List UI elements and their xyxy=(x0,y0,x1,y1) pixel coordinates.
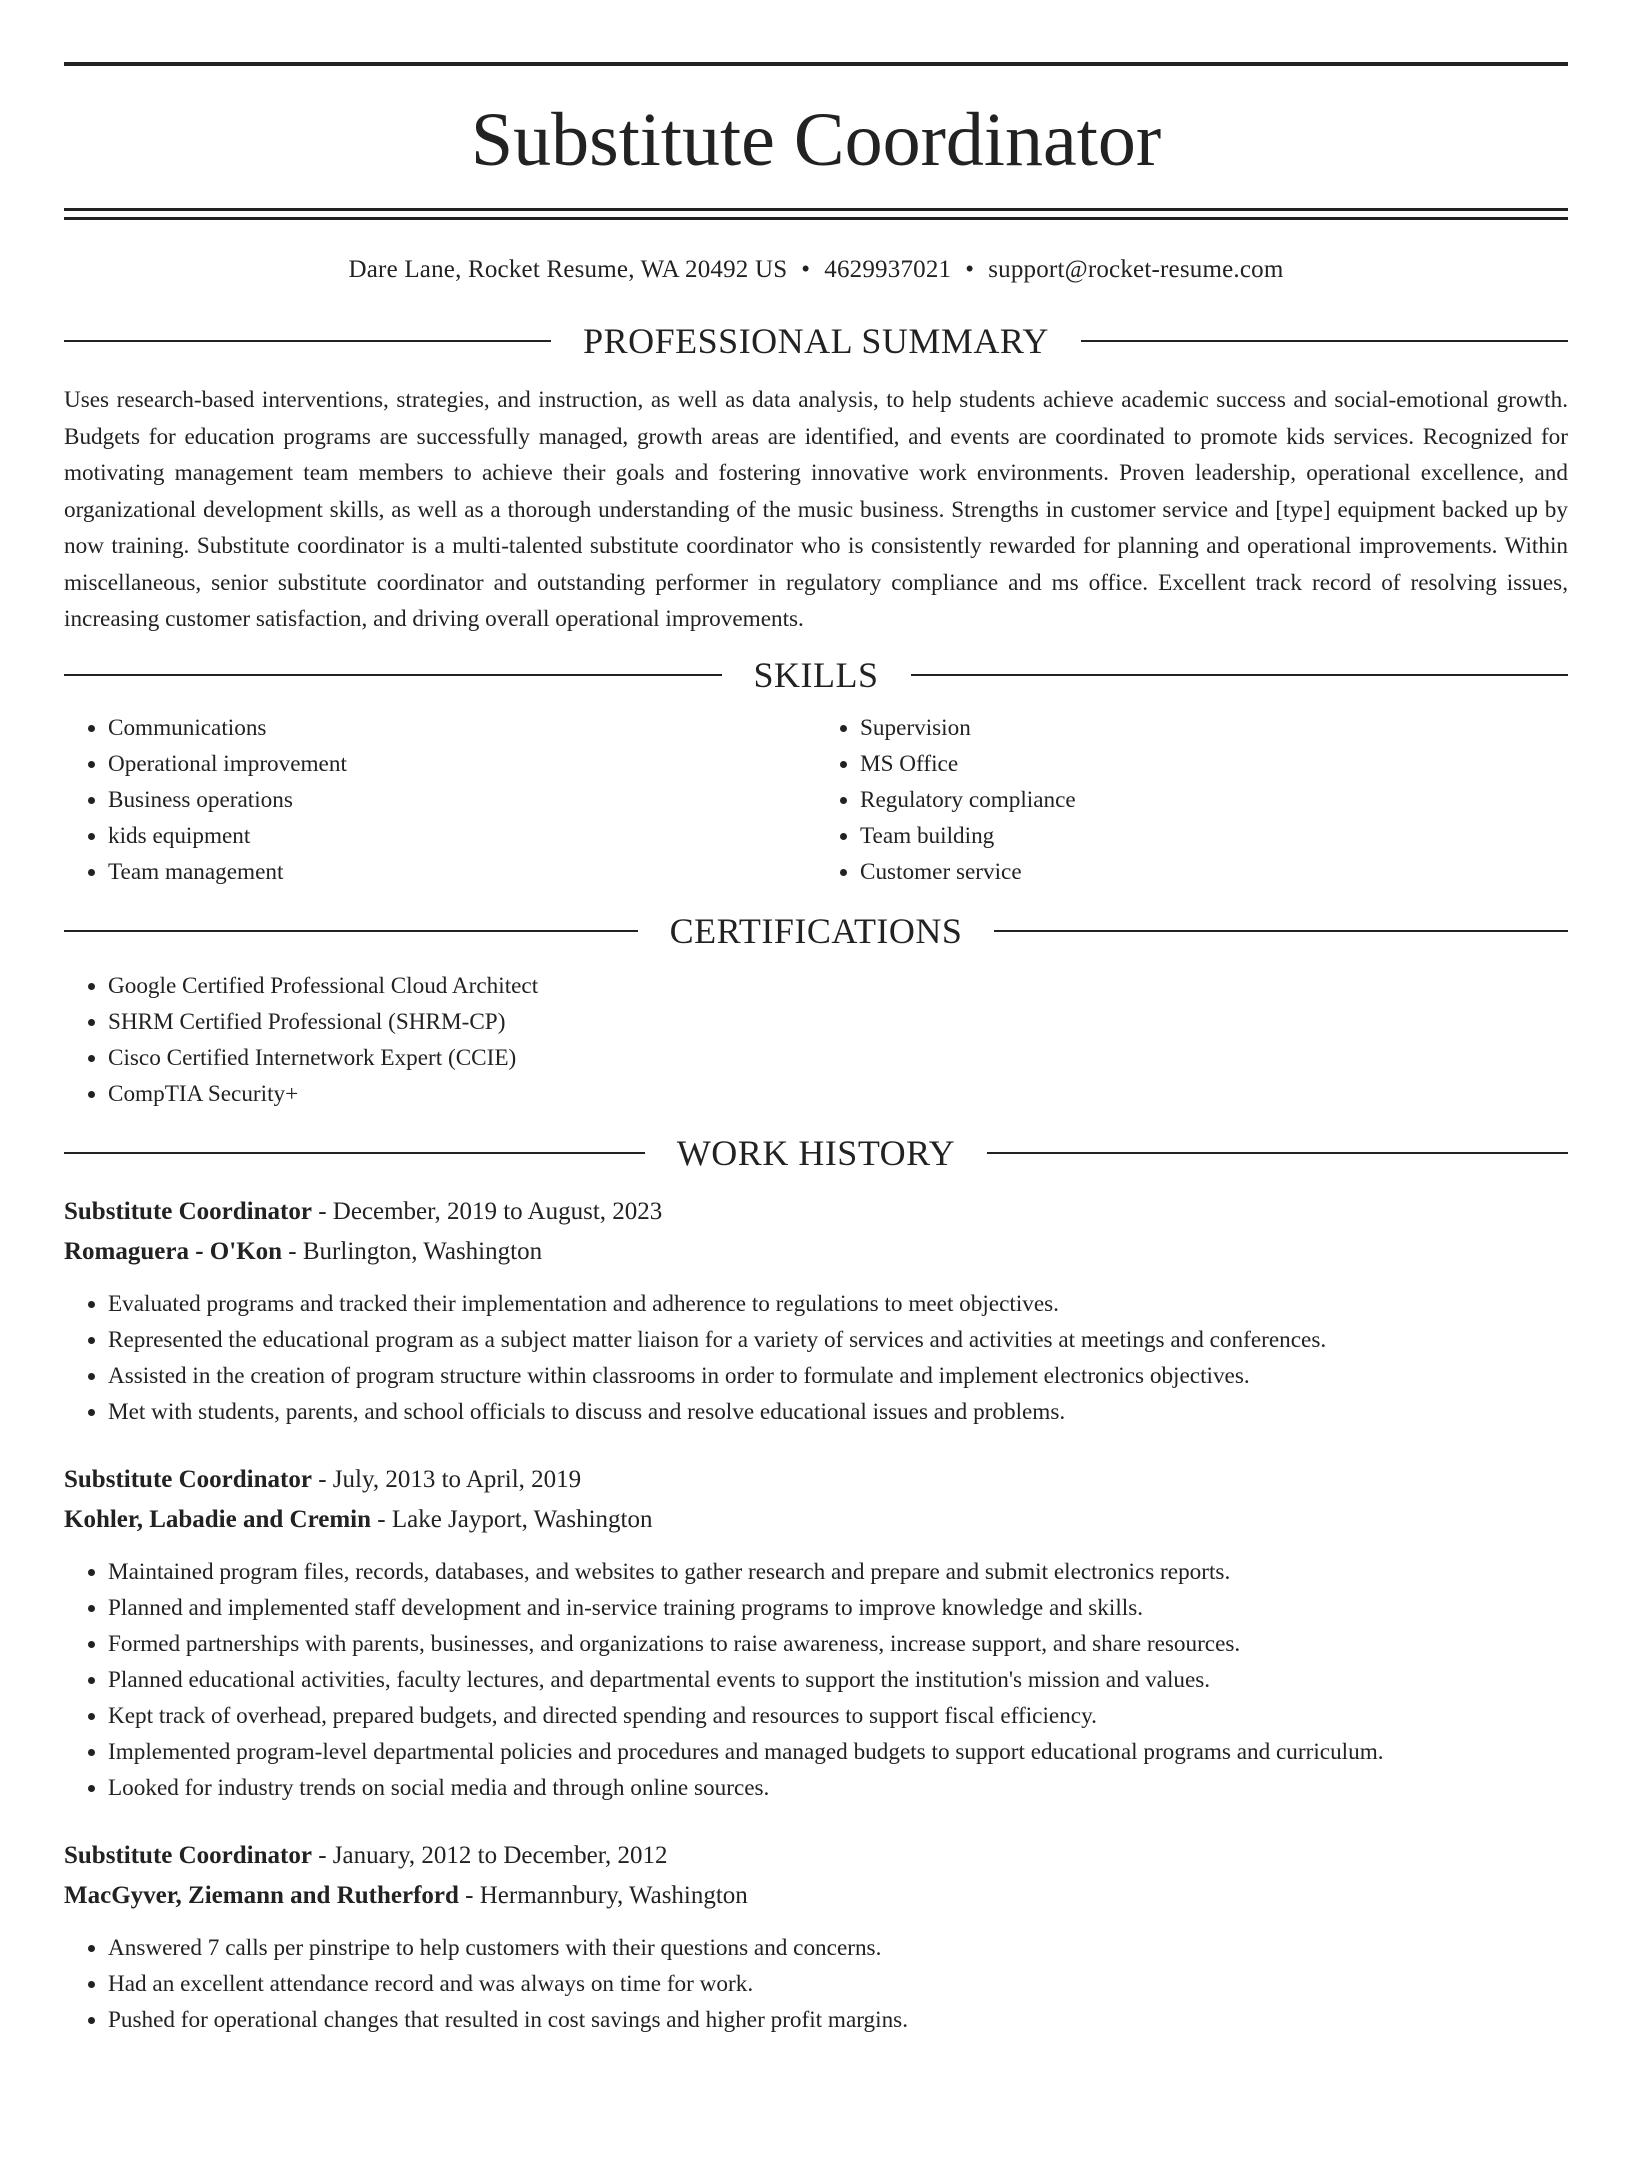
skills-list-right xyxy=(816,710,1568,890)
job-dates: - December, 2019 to August, 2023 xyxy=(311,1197,663,1225)
job-bullet: • Evaluated programs and tracked their implementation and adherence to regulations to meet objectives. xyxy=(108,1286,1568,1322)
job-bullets xyxy=(64,1554,1568,1806)
double-rule xyxy=(64,208,1568,220)
job-entry xyxy=(64,1192,1568,1430)
job-company: Romaguera - O'Kon xyxy=(64,1237,283,1265)
job-company-line xyxy=(64,1500,1568,1540)
work-history xyxy=(64,1192,1568,2038)
skill-item: • Customer service xyxy=(860,854,1568,890)
section-rule xyxy=(64,1152,645,1154)
job-bullet: • Had an excellent attendance record and was always on time for work. xyxy=(108,1966,1568,2002)
skills-grid xyxy=(64,710,1568,890)
skill-item: • Team management xyxy=(108,854,816,890)
section-rule xyxy=(987,1152,1568,1154)
skill-item: • Supervision xyxy=(860,710,1568,746)
job-bullet: • Met with students, parents, and school officials to discuss and resolve educational issues and problems. xyxy=(108,1394,1568,1430)
work-section-header xyxy=(64,1132,1568,1174)
job-bullet: • Pushed for operational changes that resulted in cost savings and higher profit margins. xyxy=(108,2002,1568,2038)
contact-email[interactable]: support@rocket-resume.com xyxy=(988,256,1284,283)
job-entry xyxy=(64,1460,1568,1806)
job-location: - Burlington, Washington xyxy=(282,1237,543,1265)
job-bullet: • Answered 7 calls per pinstripe to help customers with their questions and concerns. xyxy=(108,1930,1568,1966)
job-bullet: • Implemented program-level departmental policies and procedures and managed budgets to support educational programs and curriculum. xyxy=(108,1734,1568,1770)
job-bullet: • Planned educational activities, faculty lectures, and departmental events to support the institution's mission and values. xyxy=(108,1662,1568,1698)
certification-item: • SHRM Certified Professional (SHRM-CP) xyxy=(108,1004,1568,1040)
top-rule xyxy=(64,62,1568,66)
resume-page xyxy=(0,62,1632,2174)
job-bullet: • Formed partnerships with parents, businesses, and organizations to raise awareness, increase support, and share resources. xyxy=(108,1626,1568,1662)
skills-section-header xyxy=(64,654,1568,696)
skills-heading: SKILLS xyxy=(753,654,879,695)
job-dates: - January, 2012 to December, 2012 xyxy=(311,1841,668,1869)
skill-item: • kids equipment xyxy=(108,818,816,854)
skill-item: • MS Office xyxy=(860,746,1568,782)
certification-item: • Google Certified Professional Cloud Architect xyxy=(108,968,1568,1004)
resume-name: Substitute Coordinator xyxy=(470,98,1162,182)
skill-item: • Business operations xyxy=(108,782,816,818)
job-company: MacGyver, Ziemann and Rutherford xyxy=(64,1881,459,1909)
job-title: Substitute Coordinator xyxy=(64,1197,312,1225)
job-company: Kohler, Labadie and Cremin xyxy=(64,1505,371,1533)
job-entry xyxy=(64,1836,1568,2038)
job-title: Substitute Coordinator xyxy=(64,1841,312,1869)
contact-separator: • xyxy=(801,256,811,283)
skill-item: • Regulatory compliance xyxy=(860,782,1568,818)
job-bullet: • Assisted in the creation of program structure within classrooms in order to formulate and implement electronics objectives. xyxy=(108,1358,1568,1394)
contact-address: Dare Lane, Rocket Resume, WA 20492 US xyxy=(348,256,788,283)
work-heading: WORK HISTORY xyxy=(676,1132,956,1173)
skills-list-left xyxy=(64,710,816,890)
skill-item: • Team building xyxy=(860,818,1568,854)
job-bullets xyxy=(64,1286,1568,1430)
section-rule xyxy=(911,674,1569,676)
summary-text: Uses research-based interventions, strategies, and instruction, as well as data analysis, to help students achieve academic success and social-emotional growth. Budgets for education programs are successfully managed, growth areas are identified, and events are coordinated to promote kids services. Recognized for motivating management team members to achieve their goals and fostering innovative work environments. Proven leadership, operational excellence, and organizational development skills, as well as a thorough understanding of the music business. Strengths in customer service and [type] equipment backed up by now training. Substitute coordinator is a multi-talented substitute coordinator who is consistently rewarded for planning and operational improvements. Within miscellaneous, senior substitute coordinator and outstanding performer in regulatory compliance and ms office. Excellent track record of resolving issues, increasing customer satisfaction, and driving overall operational improvements. xyxy=(64,387,1568,632)
job-bullet: • Represented the educational program as a subject matter liaison for a variety of services and activities at meetings and conferences. xyxy=(108,1322,1568,1358)
job-dates: - July, 2013 to April, 2019 xyxy=(311,1465,582,1493)
job-title-line xyxy=(64,1192,1568,1232)
job-location: - Hermannbury, Washington xyxy=(458,1881,748,1909)
contact-separator: • xyxy=(965,256,975,283)
job-company-line xyxy=(64,1876,1568,1916)
section-rule xyxy=(994,930,1568,932)
job-bullet: • Maintained program files, records, databases, and websites to gather research and prepare and submit electronics reports. xyxy=(108,1554,1568,1590)
contact-line xyxy=(64,256,1568,284)
section-rule xyxy=(64,340,551,342)
skill-item: • Operational improvement xyxy=(108,746,816,782)
certifications-heading: CERTIFICATIONS xyxy=(669,910,963,951)
summary-section-header xyxy=(64,320,1568,362)
certification-item: • CompTIA Security+ xyxy=(108,1076,1568,1112)
certifications-section-header xyxy=(64,910,1568,952)
summary-heading: PROFESSIONAL SUMMARY xyxy=(583,321,1049,361)
section-rule xyxy=(64,930,638,932)
job-title: Substitute Coordinator xyxy=(64,1465,312,1493)
job-bullet: • Looked for industry trends on social media and through online sources. xyxy=(108,1770,1568,1806)
certification-item: • Cisco Certified Internetwork Expert (CCIE) xyxy=(108,1040,1568,1076)
skill-item: • Communications xyxy=(108,710,816,746)
certifications-list xyxy=(64,968,1568,1112)
job-company-line xyxy=(64,1232,1568,1272)
job-title-line xyxy=(64,1460,1568,1500)
job-bullets xyxy=(64,1930,1568,2038)
section-rule xyxy=(64,674,722,676)
section-rule xyxy=(1081,340,1568,342)
contact-phone: 4629937021 xyxy=(824,256,952,283)
job-title-line xyxy=(64,1836,1568,1876)
job-location: - Lake Jayport, Washington xyxy=(371,1505,653,1533)
job-bullet: • Kept track of overhead, prepared budgets, and directed spending and resources to support fiscal efficiency. xyxy=(108,1698,1568,1734)
job-bullet: • Planned and implemented staff development and in-service training programs to improve knowledge and skills. xyxy=(108,1590,1568,1626)
